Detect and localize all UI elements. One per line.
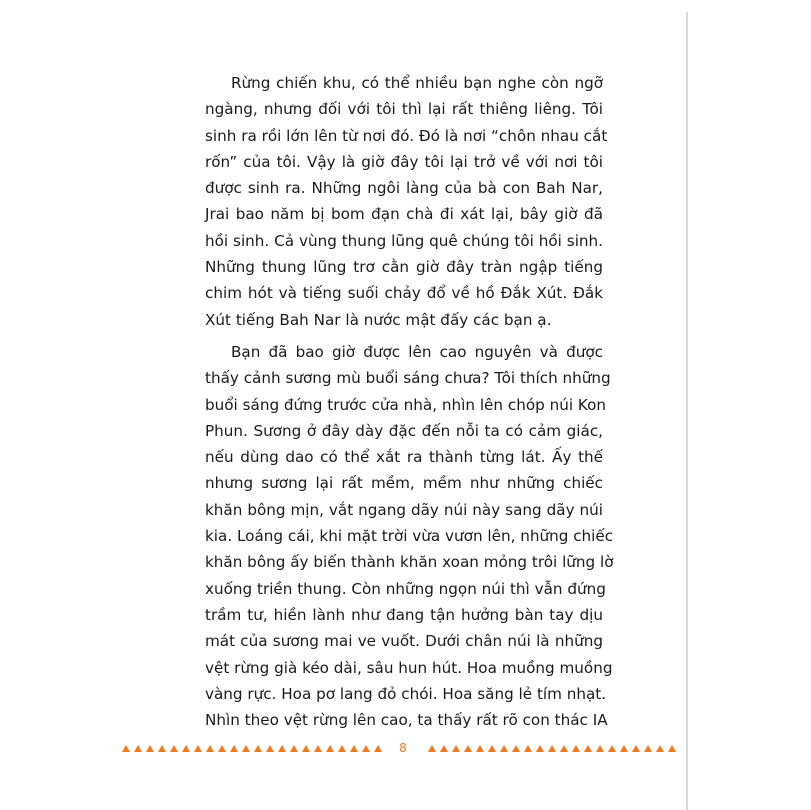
text-line: khăn bông ấy biến thành khăn xoan mỏng trôi lững lờ	[205, 553, 614, 572]
text-line: Nhìn theo vệt rừng lên cao, ta thấy rất rõ con thác IA	[205, 711, 608, 730]
triangle-ornament	[362, 745, 370, 752]
text-line: Rừng chiến khu, có thể nhiều bạn nghe còn ngỡ	[231, 74, 603, 92]
triangle-ornament	[302, 745, 310, 752]
triangle-ornament	[194, 745, 202, 752]
triangle-ornament	[374, 745, 382, 752]
text-line: ngàng, nhưng đối với tôi thì lại rất thiêng liêng. Tôi	[205, 100, 603, 119]
text-line: rốn” của tôi. Vậy là giờ đây tôi lại trở về với nơi tôi	[205, 152, 603, 171]
text-line: hồi sinh. Cả vùng thung lũng quê chúng tôi hồi sinh.	[205, 231, 603, 250]
text-line: khăn bông mịn, vắt ngang dãy núi này sang dãy núi	[205, 500, 603, 519]
triangle-ornament	[278, 745, 286, 752]
triangle-ornament	[182, 745, 190, 752]
page-spine-divider	[686, 12, 688, 810]
triangle-ornament	[620, 745, 628, 752]
triangle-ornament	[608, 745, 616, 752]
triangle-ornament	[254, 745, 262, 752]
text-line: được sinh ra. Những ngôi làng của bà con Bah Nar,	[205, 179, 603, 198]
triangle-ornament	[326, 745, 334, 752]
text-line: sinh ra rồi lớn lên từ nơi đó. Đó là nơi “chôn nhau cắt	[205, 126, 608, 145]
text-line: trầm tư, hiền lành như đang tận hưởng bàn tay dịu	[205, 605, 603, 624]
text-line: Xút tiếng Bah Nar là nước mật đấy các bạn ạ.	[205, 310, 552, 329]
triangle-ornament	[158, 745, 166, 752]
text-line: Bạn đã bao giờ được lên cao nguyên và được	[231, 342, 603, 361]
text-line: thấy cảnh sương mù buổi sáng chưa? Tôi thích những	[205, 369, 611, 388]
triangle-ornament	[548, 745, 556, 752]
triangle-ornament	[476, 745, 484, 752]
triangle-ornament	[560, 745, 568, 752]
triangle-ornament	[632, 745, 640, 752]
triangle-ornament	[218, 745, 226, 752]
triangle-ornament	[596, 745, 604, 752]
triangle-ornament	[170, 745, 178, 752]
triangle-ornament	[584, 745, 592, 752]
triangle-ornament	[350, 745, 358, 752]
triangle-ornament	[428, 745, 436, 752]
text-line: nếu dùng dao có thể xắt ra thành từng lát. Ấy thế	[205, 448, 603, 467]
triangle-ornament	[440, 745, 448, 752]
text-line: buổi sáng đứng trước cửa nhà, nhìn lên chóp núi Kon	[205, 395, 606, 414]
triangle-ornament	[656, 745, 664, 752]
text-line: Những thung lũng trơ cằn giờ đây tràn ngập tiếng	[205, 258, 603, 277]
paragraph-2	[205, 339, 614, 733]
page-number: 8	[399, 741, 407, 755]
text-line: vệt rừng già kéo dài, sâu hun hút. Hoa muồng muồng	[205, 658, 613, 677]
triangle-ornament	[644, 745, 652, 752]
triangle-ornament	[266, 745, 274, 752]
triangle-ornament	[536, 745, 544, 752]
triangle-ornament	[524, 745, 532, 752]
triangle-ornament	[512, 745, 520, 752]
triangle-ornament	[488, 745, 496, 752]
text-line: Jrai bao năm bị bom đạn chà đi xát lại, bây giờ đã	[205, 205, 603, 224]
triangle-ornament	[314, 745, 322, 752]
triangle-ornament	[452, 745, 460, 752]
paragraph-1	[205, 70, 608, 333]
text-line: Phun. Sương ở đây dày đặc đến nỗi ta có cảm giác,	[205, 421, 603, 440]
triangle-ornament	[338, 745, 346, 752]
text-line: chim hót và tiếng suối chảy đổ về hồ Đắk Xút. Đắk	[205, 284, 603, 303]
triangle-ornament	[500, 745, 508, 752]
text-line: mát của sương mai ve vuốt. Dưới chân núi là những	[205, 632, 603, 651]
triangle-ornament	[242, 745, 250, 752]
triangle-ornament	[134, 745, 142, 752]
triangle-ornament	[206, 745, 214, 752]
text-line: nhưng sương lại rất mềm, mềm như những chiếc	[205, 474, 603, 493]
text-line: kia. Loáng cái, khi mặt trời vừa vươn lên, những chiếc	[205, 527, 614, 546]
triangle-ornament	[290, 745, 298, 752]
body-text	[205, 70, 614, 733]
text-line: xuống triền thung. Còn những ngọn núi thì vẫn đứng	[205, 579, 606, 598]
text-line: vàng rực. Hoa pơ lang đỏ chói. Hoa săng lẻ tím nhạt.	[205, 684, 607, 703]
triangle-ornament	[146, 745, 154, 752]
triangle-ornament	[464, 745, 472, 752]
triangle-ornament	[122, 745, 130, 752]
triangle-ornament	[572, 745, 580, 752]
triangle-ornament	[230, 745, 238, 752]
triangle-ornament	[668, 745, 676, 752]
